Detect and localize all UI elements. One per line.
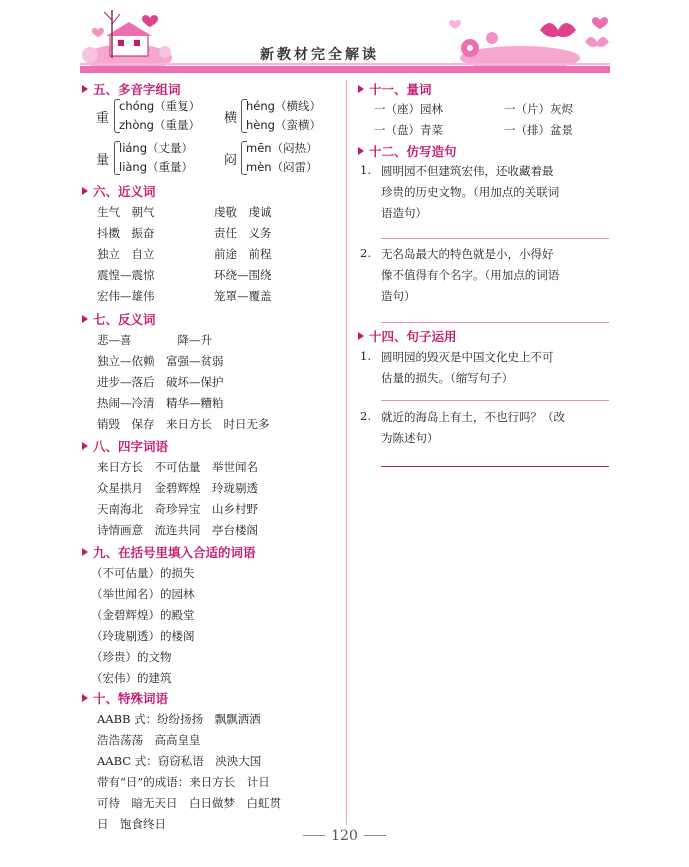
special-word-row: AABB 式：纷纷扬扬 飘飘洒洒	[97, 712, 261, 726]
section-marker-icon	[82, 85, 88, 93]
question-line: 就近的海岛上有土，不也行吗？（改	[381, 410, 565, 424]
question-line: 珍贵的历史文物。（用加点的关联词	[381, 185, 560, 199]
section-title-measure-words	[358, 80, 432, 98]
section-title-sentence-usage	[358, 327, 457, 345]
question-line: 为陈述句）	[381, 431, 439, 445]
section-marker-icon	[358, 332, 364, 340]
header-title: 新教材完全解读	[260, 47, 379, 63]
section-title-text: 十一、量词	[369, 82, 432, 97]
synonym-pair: 抖擞 振奋	[97, 226, 155, 240]
header-band	[80, 66, 610, 73]
pinyin-reading: chóng（重复）	[119, 99, 201, 113]
page-header	[0, 0, 689, 78]
section-marker-icon	[82, 187, 88, 195]
synonym-pair: 震惶—震惊	[97, 268, 155, 282]
special-word-row: 带有“日”的成语：来日方长 计日	[97, 775, 270, 789]
column-divider	[346, 80, 347, 825]
section-title-four-char-words	[82, 437, 168, 455]
synonym-pair: 宏伟—雄伟	[97, 289, 155, 303]
measure-word: 一（盘）青菜	[374, 123, 443, 137]
section-title-synonyms	[82, 182, 156, 200]
question-line: 造句）	[381, 289, 416, 303]
idiom-row: 天南海北 奇珍异宝 山乡村野	[97, 502, 258, 516]
pinyin-reading: héng（横线）	[246, 99, 321, 113]
question-line: 圆明园的毁灭是中国文化史上不可	[381, 350, 554, 364]
section-title-special-words	[82, 689, 168, 707]
question-line: 无名岛最大的特色就是小，小得好	[381, 247, 554, 261]
answer-line[interactable]	[381, 238, 609, 239]
idiom-row: 诗情画意 流连共同 亭台楼阁	[97, 523, 258, 537]
pinyin-reading: mèn（闷雷）	[246, 160, 318, 174]
pinyin-reading: liàng（重量）	[119, 160, 194, 174]
synonym-pair: 责任 义务	[214, 226, 272, 240]
question-number: 2.	[360, 409, 371, 423]
footer-dash-left	[303, 835, 325, 836]
measure-word: 一（排）盆景	[504, 123, 573, 137]
section-title-text: 八、四字词语	[93, 439, 169, 454]
section-title-text: 六、近义词	[93, 184, 156, 199]
fill-row: （不可估量）的损失	[91, 566, 195, 580]
answer-line[interactable]	[381, 466, 609, 467]
special-word-row: AABC 式：窃窃私语 泱泱大国	[97, 754, 262, 768]
antonym-row: 销毁 保存 来日方长 时日无多	[97, 417, 270, 431]
pinyin-reading: hèng（蛮横）	[246, 118, 321, 132]
fill-row: （宏伟）的建筑	[91, 671, 172, 685]
idiom-row: 众星拱月 金碧辉煌 玲珑剔透	[97, 481, 258, 495]
special-word-row: 可待 暗无天日 白日做梦 白虹贯	[97, 796, 281, 810]
section-marker-icon	[358, 147, 364, 155]
measure-word: 一（片）灰烬	[504, 102, 573, 116]
section-title-polyphonic	[82, 80, 181, 98]
section-marker-icon	[82, 315, 88, 323]
section-title-antonyms	[82, 310, 156, 328]
section-marker-icon	[82, 694, 88, 702]
polyphonic-char: 横	[224, 111, 238, 126]
special-word-row: 浩浩荡荡 高高皇皇	[97, 733, 201, 747]
synonym-pair: 虔敬 虔诚	[214, 205, 272, 219]
question-line: 语造句）	[381, 206, 427, 220]
section-title-text: 十二、仿写造句	[369, 144, 457, 159]
synonym-pair: 独立 自立	[97, 247, 155, 261]
special-word-row: 日 饱食终日	[97, 817, 166, 831]
question-line: 像不值得有个名字。（用加点的词语	[381, 268, 560, 282]
section-title-text: 五、多音字组词	[93, 82, 181, 97]
fill-row: （举世闻名）的园林	[91, 587, 195, 601]
synonym-pair: 笼罩—覆盖	[214, 289, 272, 303]
page-number: 120	[331, 828, 358, 844]
section-title-text: 十四、句子运用	[369, 329, 457, 344]
fill-row: （玲珑剔透）的楼阁	[91, 629, 195, 643]
pinyin-reading: liáng（丈量）	[119, 141, 194, 155]
section-title-text: 九、在括号里填入合适的词语	[93, 545, 256, 560]
answer-line[interactable]	[381, 400, 609, 401]
section-marker-icon	[82, 548, 88, 556]
section-title-sentence-imitation	[358, 142, 457, 160]
synonym-pair: 生气 朝气	[97, 205, 155, 219]
fill-row: （金碧辉煌）的殿堂	[91, 608, 195, 622]
page-footer	[0, 828, 689, 844]
question-number: 1.	[360, 163, 371, 177]
pinyin-reading: zhòng（重量）	[119, 118, 200, 132]
question-line: 圆明园不但建筑宏伟，还收藏着最	[381, 164, 554, 178]
footer-dash-right	[364, 835, 386, 836]
antonym-row: 悲—喜 降—升	[97, 333, 212, 347]
antonym-row: 进步—落后 破坏—保护	[97, 375, 224, 389]
section-title-text: 十、特殊词语	[93, 691, 169, 706]
pinyin-reading: mēn（闷热）	[246, 141, 318, 155]
polyphonic-char: 量	[96, 153, 110, 168]
section-title-text: 七、反义词	[93, 312, 156, 327]
synonym-pair: 前途 前程	[214, 247, 272, 261]
fill-row: （珍贵）的文物	[91, 650, 172, 664]
section-marker-icon	[82, 442, 88, 450]
question-number: 2.	[360, 246, 371, 260]
antonym-row: 独立—依赖 富强—贫弱	[97, 354, 224, 368]
idiom-row: 来日方长 不可估量 举世闻名	[97, 460, 258, 474]
section-title-fill-brackets	[82, 543, 256, 561]
question-line: 估量的损失。（缩写句子）	[381, 371, 514, 385]
polyphonic-char: 闷	[224, 153, 238, 168]
synonym-pair: 环绕—围绕	[214, 268, 272, 282]
question-number: 1.	[360, 349, 371, 363]
antonym-row: 热闹—冷清 精华—糟粕	[97, 396, 224, 410]
measure-word: 一（座）园林	[374, 102, 443, 116]
section-marker-icon	[358, 85, 364, 93]
answer-line[interactable]	[381, 322, 609, 323]
polyphonic-char: 重	[96, 111, 110, 126]
